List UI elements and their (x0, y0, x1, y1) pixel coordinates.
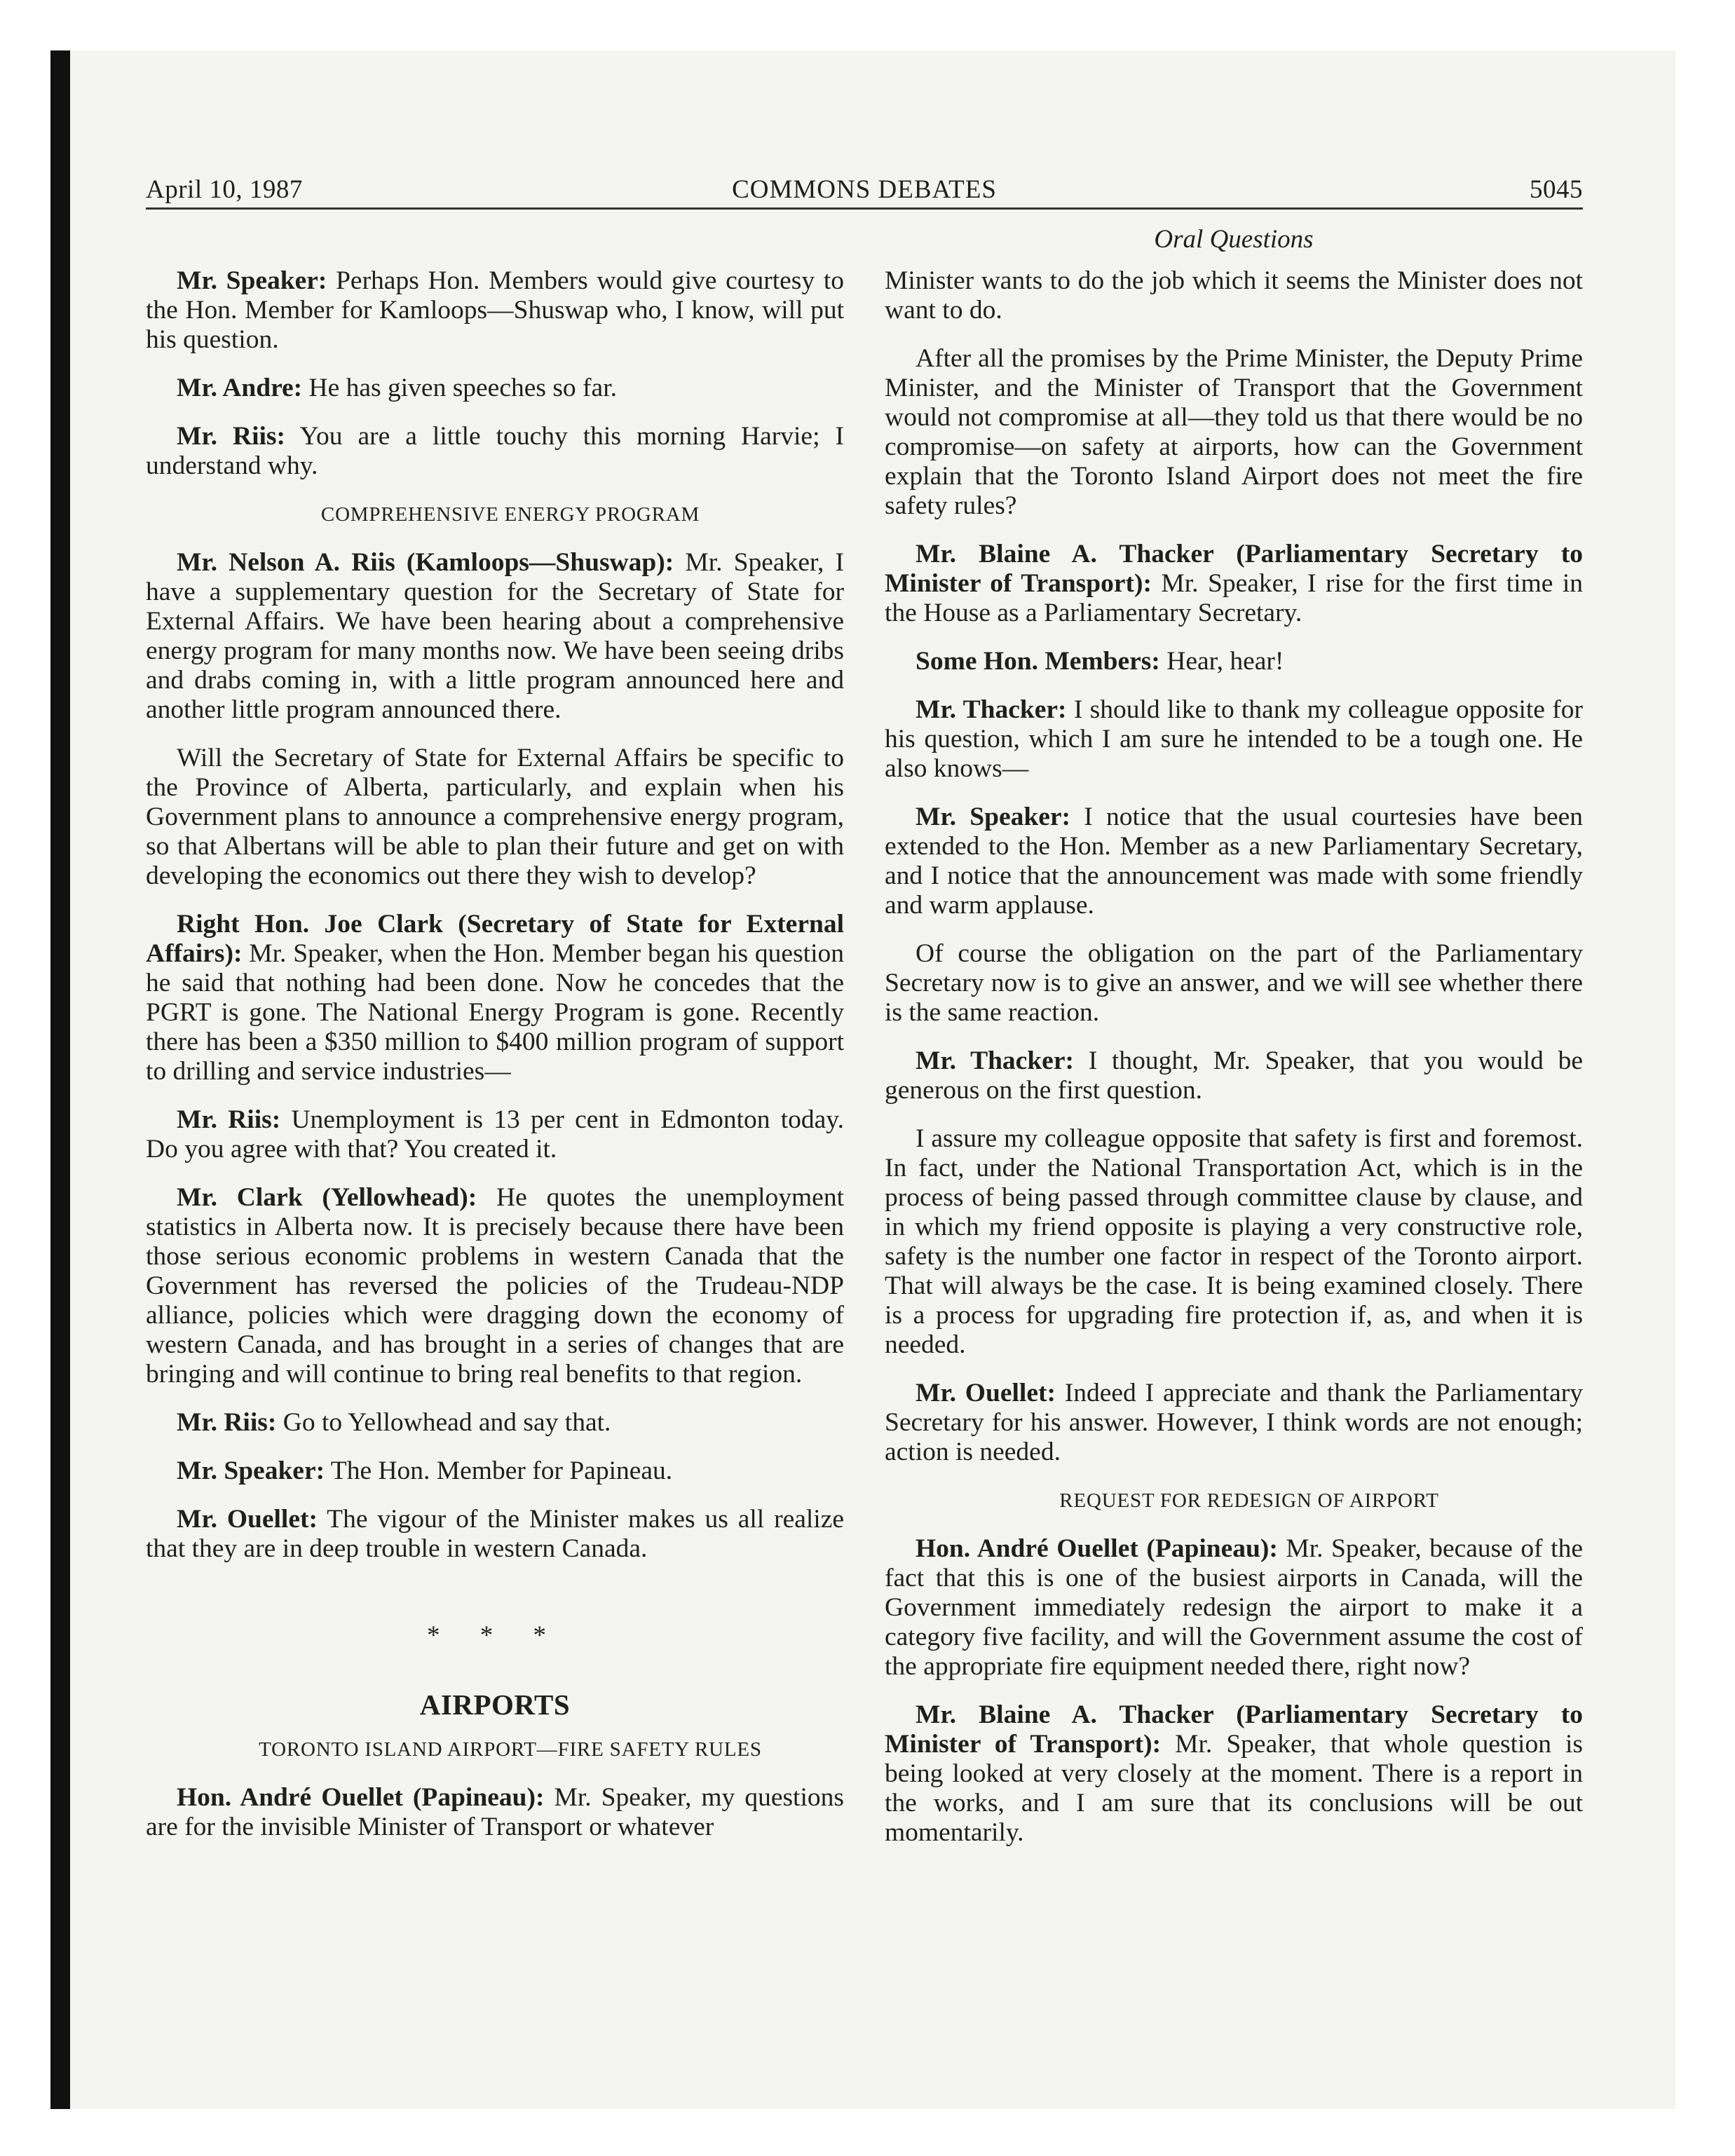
speaker-name: Mr. Thacker: (916, 1046, 1074, 1075)
paragraph (885, 1046, 1583, 1105)
header-page-number: 5045 (1530, 175, 1583, 204)
speech-text: I notice that the usual courtesies have been extended to the Hon. Member as a new Parliamentary Secretary, and I notice that the announcement was made with some friendly and warm applause. (885, 803, 1583, 920)
paragraph (885, 695, 1583, 784)
paragraph (885, 1379, 1583, 1467)
speech-text: Go to Yellowhead and say that. (276, 1408, 611, 1437)
speech-text: Hear, hear! (1159, 647, 1284, 676)
paragraph (885, 1534, 1583, 1681)
speaker-name: Mr. Speaker: (177, 266, 327, 295)
paragraph (885, 647, 1583, 676)
speech-text: After all the promises by the Prime Minister, the Deputy Prime Minister, and the Minister of Transport that the Government would not compromise at all—they told us that there would be no compromise—on safety at airports, how can the Government explain that the Toronto Island Airport does not meet the fire safety rules? (885, 344, 1583, 520)
section-heading: AIRPORTS (419, 1688, 571, 1721)
speech-text: I assure my colleague opposite that safety is first and foremost. In fact, under the National Transportation Act, which is in the process of being passed through committee clause by clause, and in which my friend opposite is playing a very constructive role, safety is the number one factor in respect of the Toronto airport. That will always be the case. It is being examined closely. There is a process for upgrading fire protection if, as, and when it is needed. (885, 1124, 1583, 1359)
speech-text: The vigour of the Minister makes us all realize that they are in deep trouble in western Canada. (146, 1505, 844, 1563)
paragraph (885, 803, 1583, 920)
speaker-name: Mr. Ouellet: (177, 1505, 318, 1534)
speech-text: I should like to thank my colleague opposite for his question, which I am sure he intended to be a tough one. He also knows— (885, 695, 1583, 783)
paragraph (146, 266, 844, 355)
speaker-name: Mr. Blaine A. Thacker (Parliamentary Secretary to Minister of Transport): (885, 540, 1583, 598)
speaker-name: Mr. Speaker: (177, 1456, 325, 1485)
speech-text: Unemployment is 13 per cent in Edmonton today. Do you agree with that? You created it. (146, 1105, 844, 1164)
speech-text: Mr. Speaker, my questions are for the invisible Minister of Transport or whatever (146, 1783, 844, 1841)
paragraph (146, 1783, 844, 1842)
speaker-name: Right Hon. Joe Clark (Secretary of State for External Affairs): (146, 910, 844, 968)
paragraph (146, 1408, 844, 1438)
paragraph (885, 939, 1583, 1028)
speaker-name: Mr. Ouellet: (916, 1379, 1056, 1407)
speaker-name: Mr. Blaine A. Thacker (Parliamentary Secretary to Minister of Transport): (885, 1700, 1583, 1759)
section-title: Oral Questions (1154, 225, 1314, 254)
speaker-name: Mr. Thacker: (916, 695, 1067, 724)
speaker-name: Mr. Andre: (177, 374, 303, 402)
paragraph (146, 422, 844, 481)
speaker-name: Hon. André Ouellet (Papineau): (916, 1534, 1278, 1563)
left-column (146, 266, 844, 1861)
speech-text: He has given speeches so far. (302, 374, 617, 402)
header-title: COMMONS DEBATES (732, 175, 997, 204)
speech-text: Indeed I appreciate and thank the Parliamentary Secretary for his answer. However, I think words are not enough; action is needed. (885, 1379, 1583, 1466)
paragraph (146, 910, 844, 1086)
paragraph (146, 744, 844, 891)
header-date: April 10, 1987 (146, 175, 303, 204)
page-header (146, 174, 1583, 210)
subheading: REQUEST FOR REDESIGN OF AIRPORT (1059, 1489, 1439, 1512)
speech-text: Perhaps Hon. Members would give courtesy to the Hon. Member for Kamloops—Shuswap who, I know, will put his question. (146, 266, 844, 354)
paragraph (885, 1700, 1583, 1848)
section-separator: * * * (427, 1621, 563, 1650)
speaker-name: Mr. Clark (Yellowhead): (177, 1183, 477, 1212)
paragraph (146, 374, 844, 403)
paragraph (146, 1505, 844, 1564)
paragraph (146, 1183, 844, 1389)
speech-text: You are a little touchy this morning Harvie; I understand why. (146, 422, 844, 480)
speech-text: Will the Secretary of State for External Affairs be specific to the Province of Alberta, particularly, and explain when his Government plans to announce a comprehensive energy program, so that Albertans will be able to plan their future and get on with developing the economics out there they wish to develop? (146, 744, 844, 890)
speaker-name: Mr. Riis: (177, 1105, 281, 1134)
speaker-name: Hon. André Ouellet (Papineau): (177, 1783, 545, 1812)
paragraph (885, 266, 1583, 325)
speaker-name: Mr. Riis: (177, 422, 285, 451)
speaker-name: Some Hon. Members: (916, 647, 1160, 676)
speech-text: Minister wants to do the job which it seems the Minister does not want to do. (885, 266, 1583, 325)
speech-text: Of course the obligation on the part of the Parliamentary Secretary now is to give an answer, and we will see whether there is the same reaction. (885, 939, 1583, 1027)
paragraph (885, 1124, 1583, 1360)
paragraph (146, 548, 844, 725)
speaker-name: Mr. Speaker: (916, 803, 1070, 831)
speech-text: Mr. Speaker, that whole question is being looked at very closely at the moment. There is a report in the works, and I am sure that its conclusions will be out momentarily. (885, 1730, 1583, 1847)
paragraph (885, 344, 1583, 521)
speech-text: I thought, Mr. Speaker, that you would be generous on the first question. (885, 1046, 1583, 1105)
speech-text: Mr. Speaker, I have a supplementary question for the Secretary of State for External Affairs. We have been hearing about a comprehensive energy program for many months now. We have been seeing dribs and drabs coming in, with a little program announced here and another little program announced there. (146, 548, 844, 724)
paragraph (885, 540, 1583, 628)
right-column (885, 266, 1583, 1867)
speech-text: Mr. Speaker, when the Hon. Member began his question he said that nothing had been done. Now he concedes that the PGRT is gone. The National Energy Program is gone. Recently there has been a $350 million to $400 million program of support to drilling and service industries— (146, 939, 844, 1086)
paragraph (146, 1456, 844, 1486)
speaker-name: Mr. Nelson A. Riis (Kamloops—Shuswap): (177, 548, 674, 577)
paragraph (146, 1105, 844, 1164)
subheading: TORONTO ISLAND AIRPORT—FIRE SAFETY RULES (259, 1738, 762, 1761)
subheading: COMPREHENSIVE ENERGY PROGRAM (320, 503, 700, 526)
speech-text: He quotes the unemployment statistics in Alberta now. It is precisely because there have been those serious economic problems in western Canada that the Government has reversed the policies of the Trudeau-NDP alliance, policies which were dragging down the economy of western Canada, and has brought in a series of changes that are bringing and will continue to bring real benefits to that region. (146, 1183, 844, 1389)
speech-text: Mr. Speaker, because of the fact that this is one of the busiest airports in Canada, will the Government immediately redesign the airport to make it a category five facility, and will the Government assume the cost of the appropriate fire equipment needed there, right now? (885, 1534, 1583, 1681)
speech-text: Mr. Speaker, I rise for the first time in the House as a Parliamentary Secretary. (885, 569, 1583, 627)
speech-text: The Hon. Member for Papineau. (325, 1456, 673, 1485)
speaker-name: Mr. Riis: (177, 1408, 277, 1437)
